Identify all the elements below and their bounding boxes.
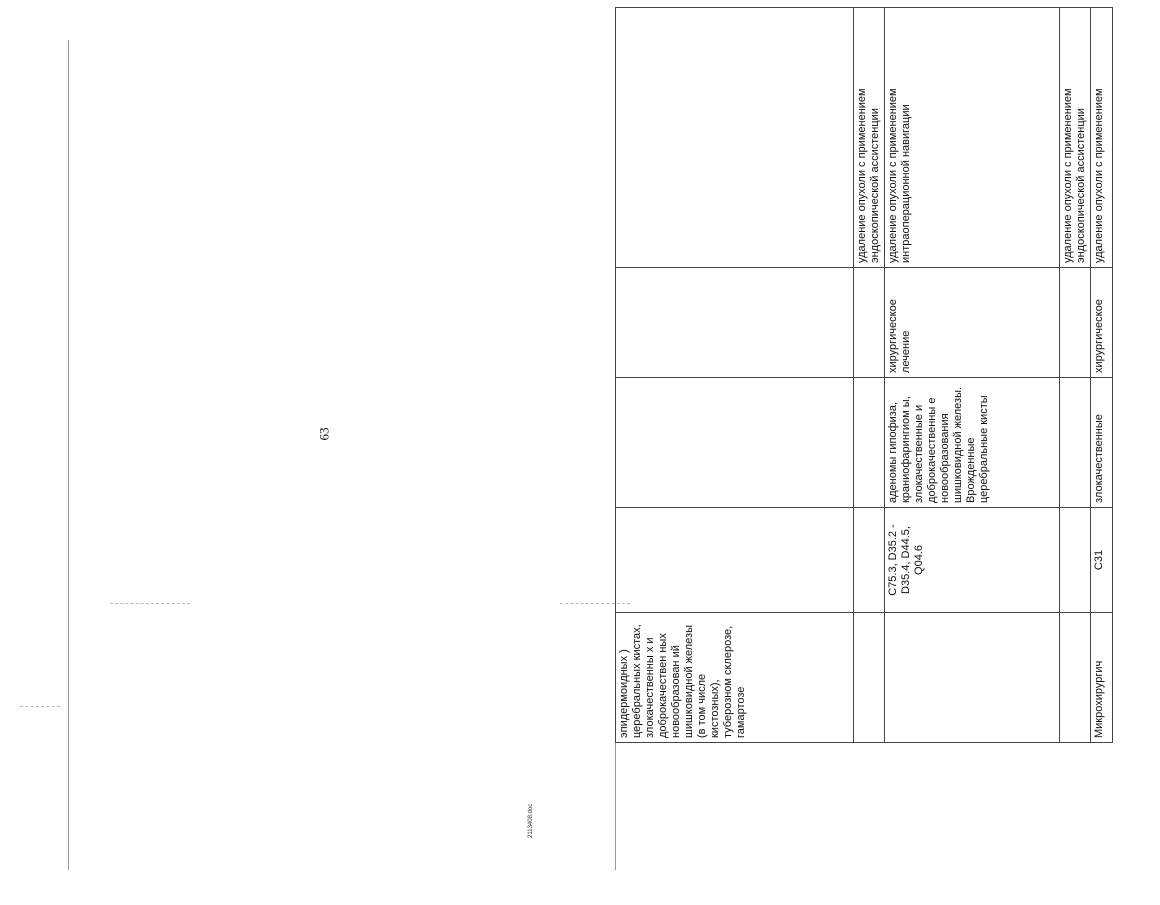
cell-treatment: хирургическое (1091, 268, 1113, 378)
bottom-rule (68, 40, 69, 870)
cell-codes (854, 508, 885, 613)
cell-codes (616, 508, 854, 613)
cell-treatment (616, 268, 854, 378)
cell-diagnosis: аденомы гипофиза, краниофарингиом ы, злокачественные и доброкачественны е новообразования шишковидной железы. Врожденные церебральные кисты (885, 378, 1060, 508)
cell-section: Микрохирургич (1091, 613, 1113, 743)
cell-diagnosis (616, 378, 854, 508)
cell-method: удаление опухоли с применением эндоскопической ассистенции (1060, 8, 1091, 268)
cell-codes (1060, 508, 1091, 613)
fold-mark-bottom (20, 706, 60, 707)
cell-section: эпидермоидных ) церебральных кистах, злокачественны х и доброкачествен ных новообразован ий шишковидной железы (в том числе кистозных), туберозном склерозе, гамартозе (616, 613, 854, 743)
cell-diagnosis (1060, 378, 1091, 508)
cell-method: удаление опухоли с применением (1091, 8, 1113, 268)
cell-section (854, 613, 885, 743)
cell-treatment (1060, 268, 1091, 378)
table-row (1060, 8, 1091, 743)
fold-mark-top (110, 603, 190, 604)
table-row (616, 8, 854, 743)
table-row (885, 8, 1060, 743)
table-row (854, 8, 885, 743)
cell-treatment: хирургическое лечение (885, 268, 1060, 378)
rotated-table-wrapper (615, 8, 1160, 743)
cell-codes: C31 (1091, 508, 1113, 613)
cell-method (616, 8, 854, 268)
page-number: 63 (316, 427, 332, 441)
cell-codes: C75.3, D35.2 - D35.4, D44.5, Q04.6 (885, 508, 1060, 613)
cell-treatment (854, 268, 885, 378)
procedures-table (615, 7, 1113, 743)
cell-diagnosis (854, 378, 885, 508)
table-row (1091, 8, 1113, 743)
cell-section (1060, 613, 1091, 743)
cell-diagnosis: злокачественные (1091, 378, 1113, 508)
cell-section (885, 613, 1060, 743)
cell-method: удаление опухоли с применением эндоскопической ассистенции (854, 8, 885, 268)
document-id: 2113408.doc (528, 803, 534, 838)
cell-method: удаление опухоли с применением интраоперационной навигации (885, 8, 1060, 268)
